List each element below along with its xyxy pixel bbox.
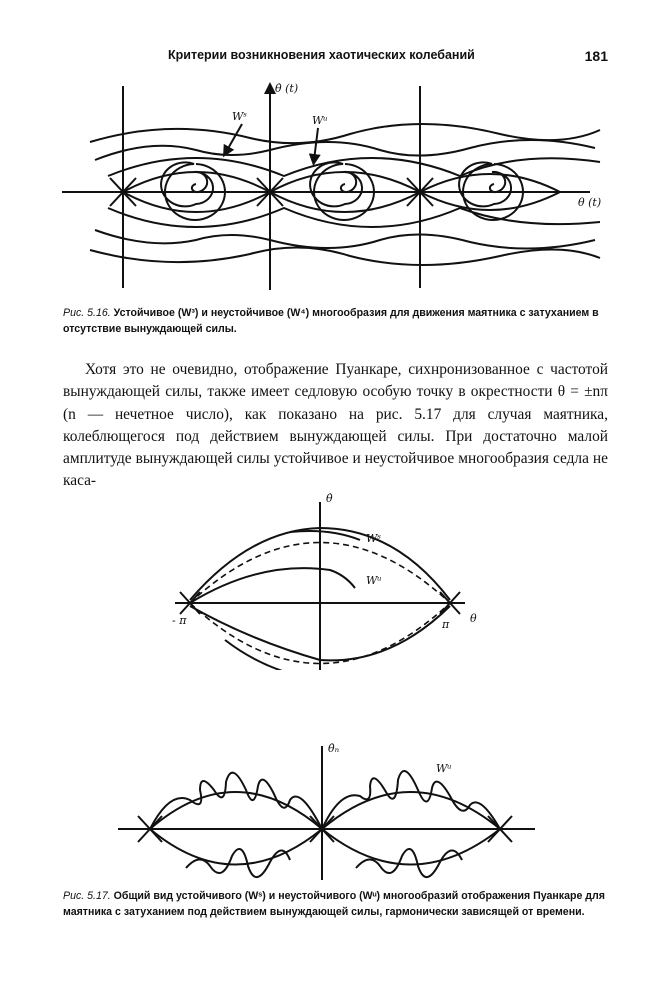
minus-pi-label: - π bbox=[172, 614, 187, 627]
body-paragraph: Хотя это не очевидно, отображение Пуанкаре, сихнронизованное с частотой вынуждающей силы, также имеет седловую особую точку в окрестности θ = ±nπ (n — нечетное число), как показано на рис. 5.17 для случая маятника, колеблющегося под действием вынуждающей силы. При достаточно малой амплитуде вынуждающей силы устойчивое и неустойчивое многообразия седла не каса- bbox=[63, 361, 608, 490]
stable-label-top: Wˢ bbox=[366, 532, 382, 545]
caption-5-17 bbox=[63, 888, 608, 920]
unstable-label-bottom: Wᵘ bbox=[436, 762, 452, 775]
body-text bbox=[63, 359, 608, 493]
figure-5-17-bottom bbox=[0, 735, 650, 885]
x-axis-label-5-16: θ (t) bbox=[578, 196, 602, 209]
unstable-tangle-right-top bbox=[322, 771, 500, 829]
y-axis-label-bottom: θ̇ₙ bbox=[328, 742, 340, 755]
x-axis-label-top: θ bbox=[470, 612, 477, 625]
page-number: 181 bbox=[584, 48, 608, 64]
caption-text-5-16: Устойчивое (W³) и неустойчивое (W⁴) многообразия для движения маятника с затуханием в отсутствие вынуждающей силы. bbox=[63, 307, 599, 335]
caption-5-16 bbox=[63, 305, 608, 337]
unstable-manifold-label: Wᵘ bbox=[312, 114, 328, 127]
unstable-label-top: Wᵘ bbox=[366, 574, 382, 587]
y-axis-label-top: θ̇ bbox=[326, 492, 333, 505]
caption-text-5-17: Общий вид устойчивого (Wˢ) и неустойчивого (Wᵘ) многообразий отображения Пуанкаре для маятника с затуханием под действием вынуждающей силы, гармонически зависящей от времени. bbox=[63, 890, 605, 918]
running-title: Критерии возникновения хаотических колебаний bbox=[168, 48, 475, 62]
figure-5-17-top bbox=[0, 490, 650, 670]
pi-label: π bbox=[442, 618, 450, 631]
figure-5-16 bbox=[0, 80, 650, 300]
stable-manifold-curve bbox=[95, 140, 595, 160]
y-axis-label-5-16: θ̇ (t) bbox=[275, 82, 299, 95]
stable-manifold-label: Wˢ bbox=[232, 110, 248, 123]
unstable-tangle-left-top bbox=[150, 773, 322, 829]
caption-number-5-16: Рис. 5.16. bbox=[63, 307, 111, 319]
caption-number-5-17: Рис. 5.17. bbox=[63, 890, 111, 902]
